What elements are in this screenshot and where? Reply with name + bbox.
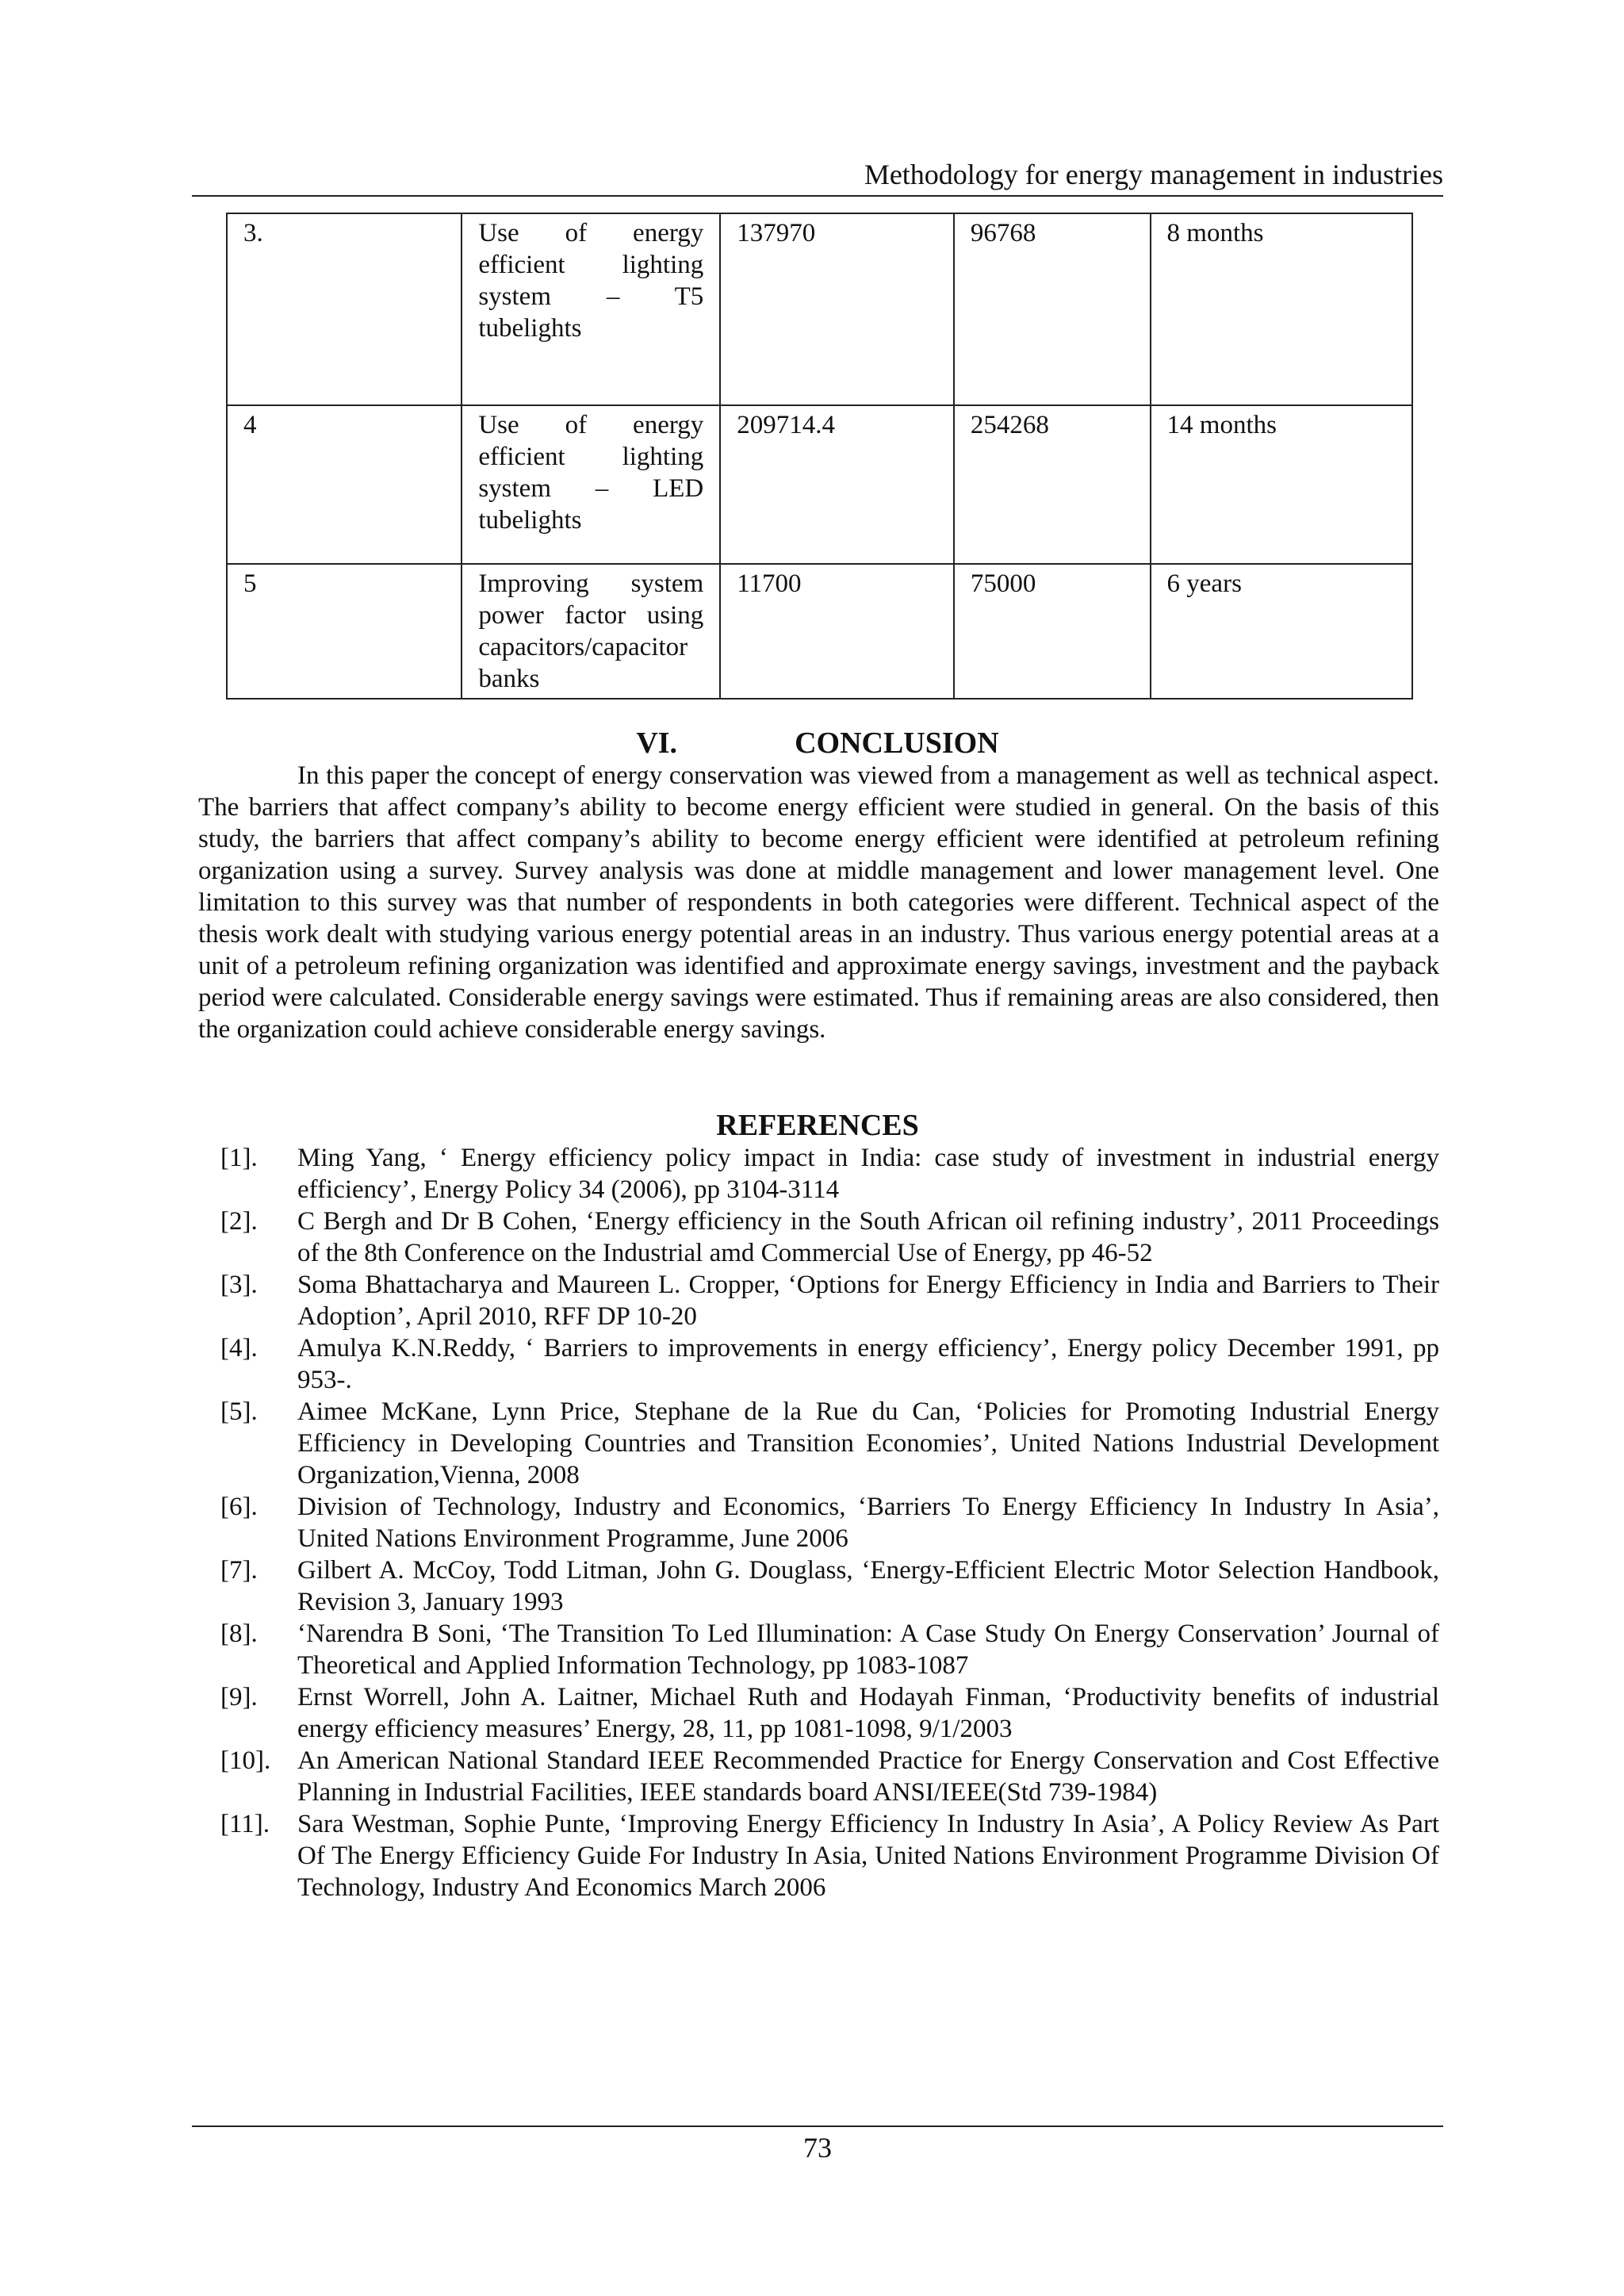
reference-text: An American National Standard IEEE Recommended Practice for Energy Conservation and Cost Effective Planning in Industrial Facilities, IEEE standards board ANSI/IEEE(Std 739-1984) [297, 1746, 1439, 1807]
conclusion-heading [192, 725, 1443, 761]
running-head-title: Methodology for energy management in industries [864, 159, 1443, 190]
reference-text: Soma Bhattacharya and Maureen L. Cropper, ‘Options for Energy Efficiency in India and Barriers to Their Adoption’, April 2010, RFF DP 10-20 [297, 1271, 1439, 1331]
reference-text: Amulya K.N.Reddy, ‘ Barriers to improvements in energy efficiency’, Energy policy December 1991, pp 953-. [297, 1334, 1439, 1394]
reference-number: [10]. [220, 1746, 271, 1775]
reference-text: Aimee McKane, Lynn Price, Stephane de la Rue du Can, ‘Policies for Promoting Industrial Energy Efficiency in Developing Countries and Transition Economies’, United Nations Industrial Development Organization,Vienna, 2008 [297, 1397, 1439, 1489]
table-cell-payback: 8 months [1151, 213, 1412, 405]
reference-number: [4]. [220, 1334, 258, 1363]
reference-number: [5]. [220, 1397, 258, 1426]
table-cell-description [462, 564, 720, 699]
table-cell-payback: 14 months [1151, 405, 1412, 564]
description-text: Use of energy efficient lighting system – T5 tubelights [478, 219, 704, 343]
reference-number: [6]. [220, 1493, 258, 1521]
reference-number: [1]. [220, 1144, 258, 1172]
table-cell-value: 254268 [954, 405, 1151, 564]
table-row [227, 213, 1412, 405]
reference-text: Gilbert A. McCoy, Todd Litman, John G. Douglass, ‘Energy-Efficient Electric Motor Selection Handbook, Revision 3, January 1993 [297, 1556, 1439, 1616]
reference-item [198, 1269, 1439, 1332]
conclusion-section-number: VI. [636, 726, 678, 760]
table-cell-value: 137970 [720, 213, 954, 405]
reference-text: Division of Technology, Industry and Economics, ‘Barriers To Energy Efficiency In Industry In Asia’, United Nations Environment Programme, June 2006 [297, 1493, 1439, 1553]
reference-item [198, 1332, 1439, 1396]
description-text: Improving system power factor using capacitors/capacitor banks [478, 569, 704, 693]
energy-savings-table [226, 213, 1413, 700]
reference-item [198, 1554, 1439, 1618]
table-cell-value: 96768 [954, 213, 1151, 405]
table-row [227, 564, 1412, 699]
reference-number: [11]. [220, 1810, 270, 1838]
reference-number: [8]. [220, 1619, 258, 1648]
reference-item [198, 1396, 1439, 1491]
reference-item [198, 1142, 1439, 1205]
reference-item [198, 1745, 1439, 1808]
table-cell-number: 5 [227, 564, 462, 699]
page-number: 73 [803, 2132, 832, 2164]
table-cell-description [462, 405, 720, 564]
reference-text: Ernst Worrell, John A. Laitner, Michael Ruth and Hodayah Finman, ‘Productivity benefits of industrial energy efficiency measures’ Energy, 28, 11, pp 1081-1098, 9/1/2003 [297, 1683, 1439, 1743]
table-cell-number: 4 [227, 405, 462, 564]
reference-list [198, 1142, 1439, 1903]
reference-number: [2]. [220, 1207, 258, 1236]
table-cell-value: 209714.4 [720, 405, 954, 564]
conclusion-title: CONCLUSION [795, 726, 999, 760]
reference-item [198, 1681, 1439, 1745]
table-cell-description [462, 213, 720, 405]
table-cell-value: 75000 [954, 564, 1151, 699]
reference-text: ‘Narendra B Soni, ‘The Transition To Led Illumination: A Case Study On Energy Conservation’ Journal of Theoretical and Applied Information Technology, pp 1083-1087 [297, 1619, 1439, 1680]
reference-text: C Bergh and Dr B Cohen, ‘Energy efficiency in the South African oil refining industry’, 2011 Proceedings of the 8th Conference on the Industrial amd Commercial Use of Energy, pp 46-52 [297, 1207, 1439, 1267]
table-row [227, 405, 1412, 564]
footer-rule [192, 2125, 1443, 2127]
reference-number: [9]. [220, 1683, 258, 1711]
reference-item [198, 1808, 1439, 1903]
reference-number: [7]. [220, 1556, 258, 1585]
reference-item [198, 1491, 1439, 1554]
reference-text: Sara Westman, Sophie Punte, ‘Improving Energy Efficiency In Industry In Asia’, A Policy Review As Part Of The Energy Efficiency Guide For Industry In Asia, United Nations Environment Programme Division Of Technology, Industry And Economics March 2006 [297, 1810, 1439, 1902]
reference-number: [3]. [220, 1271, 258, 1299]
reference-item [198, 1205, 1439, 1269]
reference-item [198, 1618, 1439, 1681]
references-heading: REFERENCES [716, 1109, 919, 1142]
header-rule [192, 195, 1443, 197]
reference-text: Ming Yang, ‘ Energy efficiency policy impact in India: case study of investment in industrial energy efficiency’, Energy Policy 34 (2006), pp 3104-3114 [297, 1144, 1439, 1204]
table-cell-payback: 6 years [1151, 564, 1412, 699]
conclusion-paragraph: In this paper the concept of energy conservation was viewed from a management as well as technical aspect. The barriers that affect company’s ability to become energy efficient were studied in general. On the basis of this study, the barriers that affect company’s ability to become energy efficient were identified at petroleum refining organization using a survey. Survey analysis was done at middle management and lower management level. One limitation to this survey was that number of respondents in both categories were different. Technical aspect of the thesis work dealt with studying various energy potential areas in an industry. Thus various energy potential areas at a unit of a petroleum refining organization was identified and approximate energy savings, investment and the payback period were calculated. Considerable energy savings were estimated. Thus if remaining areas are also considered, then the organization could achieve considerable energy savings. [198, 761, 1439, 1044]
description-text: Use of energy efficient lighting system – LED tubelights [478, 411, 704, 535]
table-cell-value: 11700 [720, 564, 954, 699]
table-cell-number: 3. [227, 213, 462, 405]
